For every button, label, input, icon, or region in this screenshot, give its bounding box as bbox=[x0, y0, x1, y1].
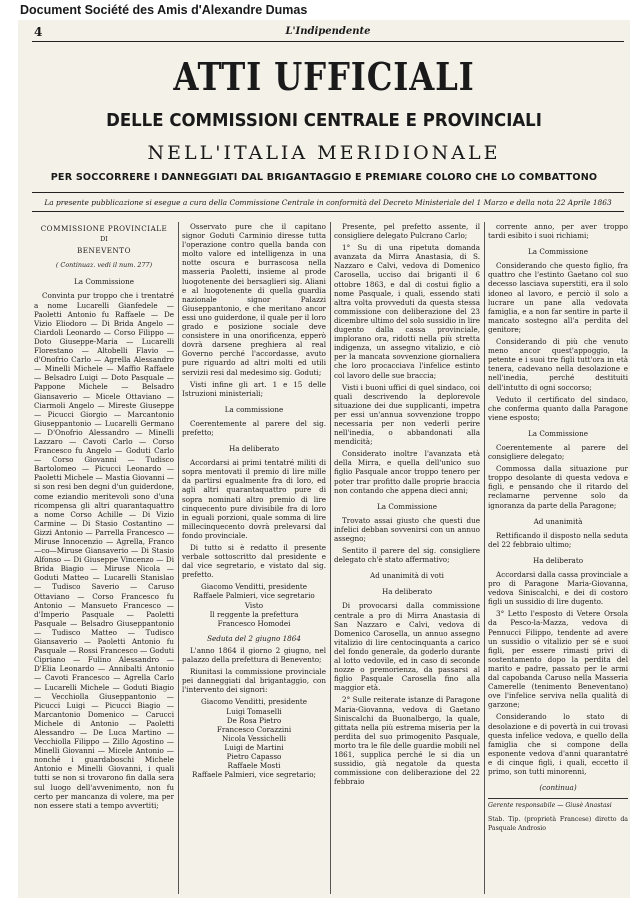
commission-heading: La Commissione bbox=[377, 501, 437, 511]
article-paragraph: Di tutto si è redatto il presente verbale sottoscritto dal presidente e dal vice segretario, e vistato dal sig. prefetto. bbox=[182, 543, 326, 580]
continuation-mark: (continua) bbox=[539, 783, 577, 793]
publication-notice: La presente pubblicazione si esegue a cura della Commissione Centrale in conformità del Decreto Ministeriale del 1 Marzo e della nota 22 Aprile 1863 bbox=[44, 198, 612, 207]
article-paragraph: L'anno 1864 il giorno 2 giugno, nel palazzo della prefettura di Benevento; bbox=[182, 645, 326, 665]
member-line: Francesco Corazzini bbox=[216, 724, 292, 734]
column-1 bbox=[34, 222, 174, 894]
article-paragraph: Osservato pure che il capitano signor Goduti Carminio diresse tutta l'operazione contro quella banda con molto valore ed intelligenza in una notte oscura e burrascosa nella masseria Paoletti, insieme al prode luogotenente dei bersaglieri sig. Aliani e al luogotenente di quella guardia nazionale signor Palazzi Giuseppantonio, e che meritano ancor essi uno guiderdone, il quale per il loro grado e posizione sociale deve consistere in una onorificenza, epperò dovrà darsene preghiera al real Governo perché l'accordasse, avuto pure riguardo ad altri molti ed utili servizii resi dal medesimo sig. Goduti; bbox=[182, 222, 326, 377]
notice-rule-bottom bbox=[32, 211, 624, 212]
page-number: 4 bbox=[34, 25, 43, 39]
article-paragraph: Visti infine gli art. 1 e 15 delle Istruzioni ministeriali; bbox=[182, 379, 326, 398]
article-paragraph: Visti i buoni uffici di quel sindaco, coi quali descrivendo la deplorevole situazione dei due supplicanti, impetra per essi un'annua sovvenzione troppo necessaria per non vederli perire nell'inedia, o abbandonati alla mendicità; bbox=[334, 382, 480, 447]
signature-line: Francesco Homodei bbox=[217, 618, 291, 628]
commission-heading: La Commissione bbox=[74, 277, 134, 287]
column-divider bbox=[178, 222, 179, 894]
member-line: Pietro Capasso bbox=[226, 751, 282, 761]
resolution-heading: Ha deliberato bbox=[228, 444, 280, 454]
article-paragraph: 3° Letto l'esposto di Vetere Orsola da Pesco-la-Mazza, vedova di Pennucci Filippo, tendente ad avere un sussidio o vitalizio per sé e suoi figli, per essere rimasti privi di sostentamento dopo la perdita del marito e padre, passato per le armi dal capobanda Caruso nella Masseria Camerelle (tenimento Beneventano) ove l'infelice serviva nella qualità di garzone; bbox=[488, 609, 628, 710]
article-paragraph: Coerentemente al parere del consigliere delegato; bbox=[488, 442, 628, 462]
top-rule bbox=[32, 41, 624, 42]
notice-rule-top bbox=[32, 192, 624, 193]
resolution-heading: Ha deliberato bbox=[381, 587, 433, 597]
member-line: Nicola Vessichelli bbox=[221, 733, 287, 743]
article-paragraph: Considerato inoltre l'avanzata età della Mirra, e quella dell'unico suo figlio Pasquale ancor troppo tenero per poter trar profitto dalle proprie braccia non contando che appena dieci anni; bbox=[334, 449, 480, 495]
article-paragraph: Commossa dalla situazione pur troppo desolante di questa vedova e figli, e pensando che il ritardo del reclamarne pervenne solo da ignoranza da parte della Paragone; bbox=[488, 464, 628, 510]
article-paragraph: 2° Sulle reiterate istanze di Paragone Maria-Giovanna, vedova di Gaetano Siniscalchi da Buonalbergo, la quale, gittata nella più estrema miseria per la perdita del suo primogenito Pasquale, morto tra le file delle guardie mobili nel 1861, supplica perché le si dia un sussidio, già negatole da questa commissione con deliberazione del 22 febbraio bbox=[334, 695, 480, 787]
printer-footer: Stab. Tip. (proprietà Francese) diretto da Pasquale Androsio bbox=[488, 816, 628, 833]
newspaper-page bbox=[18, 20, 630, 898]
signature-line: Il reggente la prefettura bbox=[209, 609, 299, 619]
article-paragraph: Trovato assai giusto che questi due infelici debban sovvenirsi con un annuo assegno; bbox=[334, 515, 480, 543]
subtitle-commissions: DELLE COMMISSIONI CENTRALE E PROVINCIALI bbox=[106, 110, 542, 131]
publisher-footer: Gerente responsabile — Giusè Anastasi bbox=[488, 798, 628, 810]
article-paragraph: Di provocarsi dalla commissione centrale a pro di Mirra Anastasia di San Nazzaro e Calvi, vedova di Domenico Carosella, un annuo assegno vitalizio di lire centocinquanta a carico del fondo generale, da goderlo durante al lotto vedovile, ed in caso di seconde nozze o premorienza, da passarsi al figlio Pasquale Carosella fino alla maggior età. bbox=[334, 601, 480, 693]
unanimity-heading: Ad unanimità di voti bbox=[370, 571, 444, 581]
article-paragraph: Considerando che questo figlio, fra quattro che l'estinto Gaetano col suo decesso lasciava superstiti, era il solo idoneo al lavoro, e perciò il solo a lucrare un pane alla vedovata famiglia, e a non far sentire in parte il mancato sostegno all'a perdita del genitore; bbox=[488, 261, 628, 334]
article-paragraph: Accordarsi dalla cassa provinciale a pro di Paragone Maria-Giovanna, vedova Siniscalchi, e dei di costoro figli un sussidio di lire dugento. bbox=[488, 570, 628, 607]
article-paragraph: corrente anno, per aver troppo tardi esibito i suoi richiami; bbox=[488, 222, 628, 241]
member-line: Luigi de Martini bbox=[224, 742, 284, 752]
member-line: Giacomo Venditti, presidente bbox=[201, 697, 307, 707]
resolution-heading: Ha deliberato bbox=[532, 555, 584, 565]
column-divider bbox=[484, 222, 485, 894]
article-paragraph: Presente, pel prefetto assente, il consigliere delegato Pulcrano Carlo; bbox=[334, 222, 480, 241]
article-paragraph: Convinta pur troppo che i trentatré a nome Lucarelli Gianfedele — Paoletti Antonio fu Raffaele — De Vizio Eliodoro — Di Brida Angelo — Ciardoli Leonardo — Corso Filippo — Doto Giuseppe-Maria — Lucarelli Florestano — Altobelli Flavio — d'Onofrio Carlo — Agrella Alessandro — Minelli Michele — Maffio Raffaele — Belsadro Luigi — Doto Pasquale — Pappone Michele — Belsadro Giansaverio — Micele Ottaviano — Ciarmoli Angelo — Mireste Giuseppe — Picucci Giorgio — Marcantonio Giuseppantonio — Lucarelli Germano — D'Onofrio Alessandro — Minelli Lazzaro — Cavoti Carlo — Corso Francesco fu Angelo — Goduti Carlo — Corso Giovanni — Tudisco Bartolomeo — Picucci Leonardo — Paoletti Michele — Mastia Giovanni — si son resi ben degni d'un guiderdone, come eziandio meritevoli sono d'una ricompensa gli altri quarantaquattro a nome Corso Achille — Di Vizio Carmine — Di Stasio Costantino — Gizzi Antonio — Parrella Francesco — Miruse Innocenzio — Agrella, Franco—co—Miruse Giansaverio — Di Stasio Alfonso — Di Giuseppe Vincenzo — Di Brida Biagio — Miruse Nicola — Goduti Matteo — Lucarelli Stanislao — Tudisco Saverio — Caruso Ottaviano — Corso Francesco fu Antonio — Mansueto Francesco — d'Imperio Pasquale — Paoletti Pasquale — Belsadro Giuseppantonio — Tudisco Matteo — Tudisco Giansaverio — Paoletti Antonio fu Pasquale — Rossi Francesco — Goduti Cipriano — Fulino Alessandro — D'Elia Leonardo — Annibalti Antonio — Cavoti Francesco — Agrella Carlo — Lucarelli Michele — Goduti Biagio — Vecchiolla Giuseppantonio — Picucci Luigi — Picucci Biagio — Marcantonio Domenico — Carucci Michele di Antonio — Paoletti Alessandro — De Luca Martino — Vecchiolla Filippo — Zillo Agostino — Minelli Giovanni — Micele Antonio — nonché i guardaboschi Michele Antonio e Minelli Giovanni, i quali tutti se non si trovarono fin dalla sera sul luogo dell'avvenimento, non fu certo per mancanza di volere, ma per non essere stati a tempo avvertiti; bbox=[34, 291, 174, 810]
signature-line: Visto bbox=[244, 600, 264, 610]
article-paragraph: Riunitasi la commissione provinciale pei danneggiati dal brigantaggio, con l'intervento dei signori: bbox=[182, 667, 326, 695]
subtitle-region: NELL'ITALIA MERIDIONALE bbox=[147, 142, 501, 164]
column-2 bbox=[182, 222, 326, 894]
commission-heading: La commissione bbox=[224, 404, 284, 414]
unanimity-heading: Ad unanimità bbox=[533, 516, 583, 526]
commission-heading: La Commissione bbox=[528, 428, 588, 438]
article-paragraph: Veduto il certificato del sindaco, che conferma quanto dalla Paragone viene esposto; bbox=[488, 394, 628, 422]
subtitle-purpose: PER SOCCORRERE I DANNEGGIATI DAL BRIGANTAGGIO E PREMIARE COLORO CHE LO COMBATTONO bbox=[50, 172, 598, 183]
article-paragraph: Considerando di più che venuto meno ancor quest'appoggio, la petente e i suoi tre figli tutt'ora in età tenera, cadevano nella desolazione e nell'inedia, perché destituiti dell'intutto di ogni soccorso; bbox=[488, 337, 628, 392]
article-paragraph: Rettificando il disposto nella seduta del 22 febbraio ultimo; bbox=[488, 530, 628, 549]
article-paragraph: Coerentemente al parere del sig. prefetto; bbox=[182, 418, 326, 437]
signature-line: Giacomo Venditti, presidente bbox=[201, 582, 307, 592]
member-line: Luigi Tomaselli bbox=[226, 706, 282, 716]
member-line: Raffaele Palmieri, vice segretario; bbox=[192, 770, 316, 780]
article-paragraph: 1° Su di una ripetuta domanda avanzata da Mirra Anastasia, di S. Nazzaro e Calvi, vedova di Domenico Carosella, ucciso dai briganti il 6 ottobre 1863, e dal di costui figlio a nome Pasquale, i quali, essendo stati altra volta provveduti da questa stessa commissione con deliberazione del 23 dicembre ultimo del solo sussidio in lire dugento dalla cassa provinciale, implorano ora, ridotti nella più stretta indigenza, un assegno vitalizio, e ciò per la mancata sovvenzione giornaliera che loro procacciava l'infelice estinto col lavoro delle sue braccia; bbox=[334, 243, 480, 380]
signature-line: Raffaele Palmieri, vice segretario bbox=[193, 591, 315, 601]
article-paragraph: Accordarsi ai primi tentatré militi di sopra mentovati il premio di lire mille da partirsi egualmente fra di loro, ed agli altri quarantaquattro pure di sopra nominati altro premio di lire cinquecento pure divisibile fra di loro in eguali porzioni, quale somma di lire millecinquecento dovrà prelevarsi dal fondo provinciale. bbox=[182, 458, 326, 540]
section-place: BENEVENTO bbox=[77, 246, 131, 256]
newspaper-name: L'Indipendente bbox=[285, 26, 371, 37]
main-title: ATTI UFFICIALI bbox=[173, 54, 475, 99]
article-paragraph: Sentito il parere del sig. consigliere delegato ch'è stato affermativo; bbox=[334, 546, 480, 565]
column-3 bbox=[334, 222, 480, 894]
section-di: DI bbox=[100, 235, 108, 244]
commission-heading: La Commissione bbox=[528, 247, 588, 257]
session-date: Seduta del 2 giugno 1864 bbox=[207, 633, 301, 643]
member-line: Raffaele Mosti bbox=[227, 761, 281, 771]
continuation-note: ( Continuaz. vedi il num. 277) bbox=[55, 261, 153, 270]
watermark-header: Document Société des Amis d'Alexandre Dumas bbox=[20, 3, 308, 17]
section-heading: COMMISSIONE PROVINCIALE bbox=[40, 224, 168, 233]
member-line: De Rosa Pietro bbox=[226, 715, 282, 725]
running-head bbox=[34, 24, 622, 40]
article-paragraph: Considerando lo stato di desolazione e di povertà in cui trovasi questa infelice vedova, e quello della famiglia che si compone della esponente vedova d'anni quarantatré e di cinque figli, i quali, eccetto il primo, son tutti minorenni, bbox=[488, 712, 628, 776]
column-4 bbox=[488, 222, 628, 894]
column-divider bbox=[330, 222, 331, 894]
